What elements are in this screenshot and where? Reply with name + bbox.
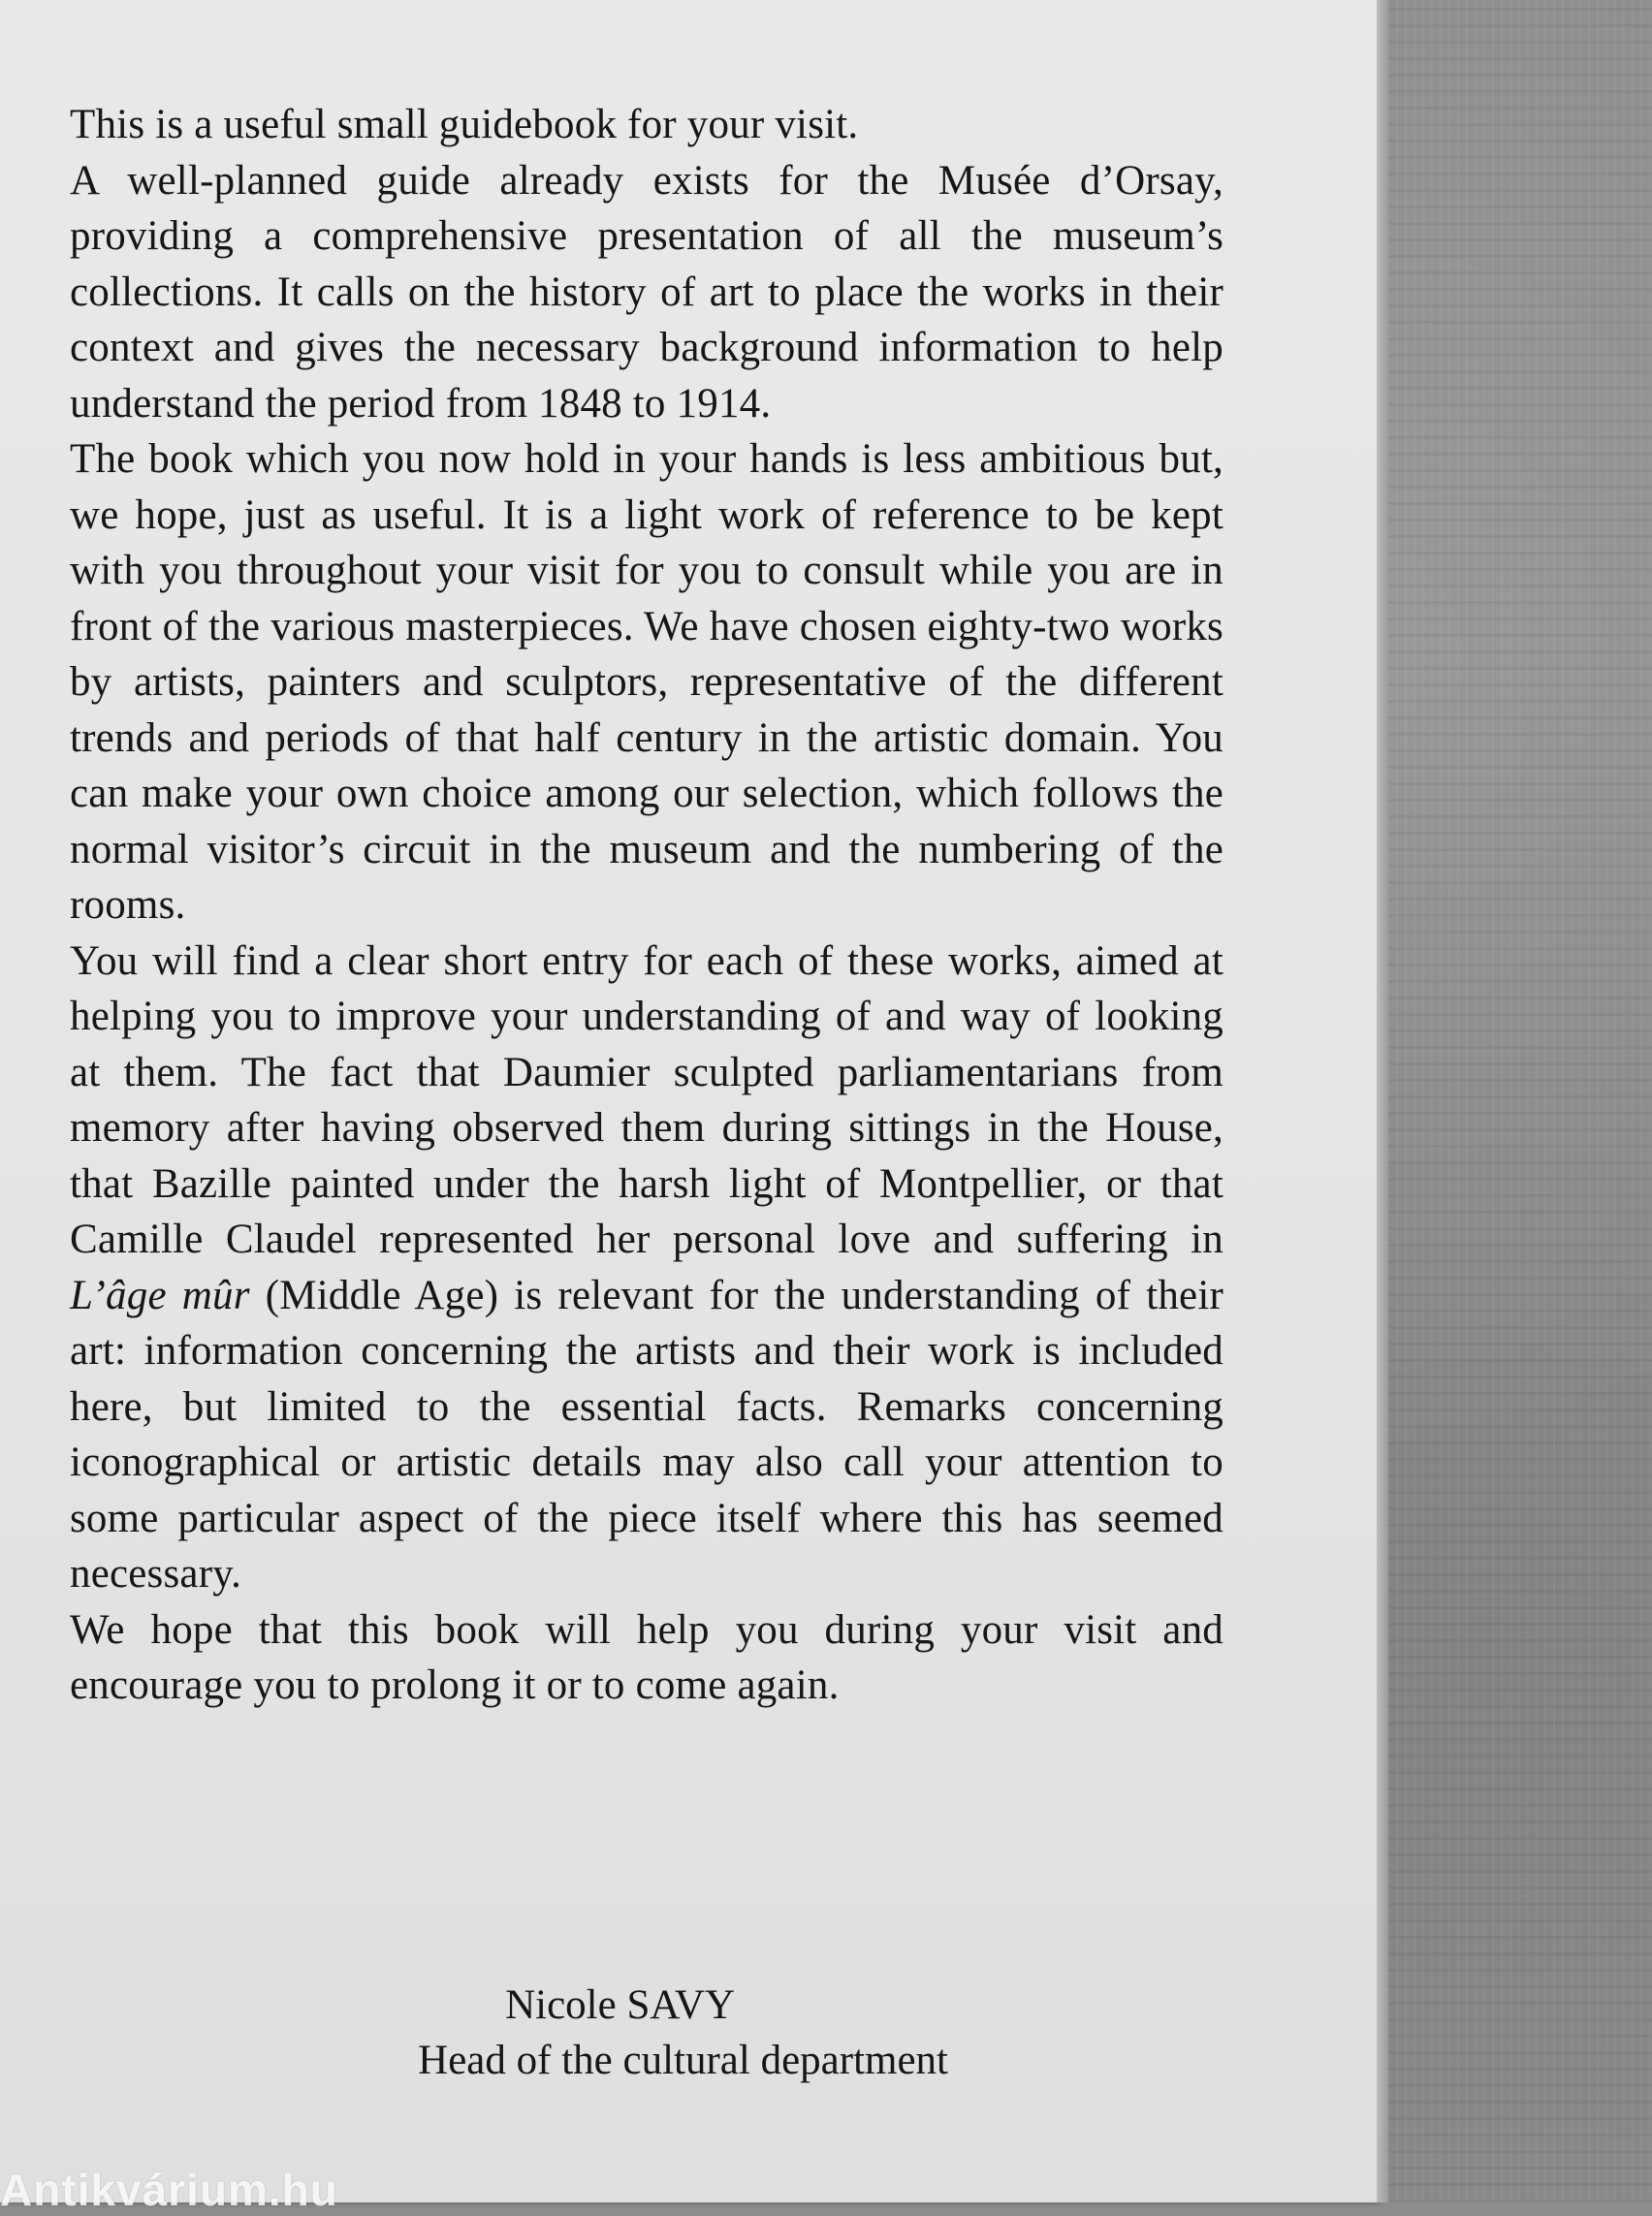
signature-block [418,1978,948,2088]
paragraph-4-after: (Middle Age) is relevant for the understanding of their art: information concerning the artists and their work is included here, but limited to the essential facts. Remarks concerning iconographical or artistic details may also call your attention to some particular aspect of the piece itself where this has seemed necessary. [70,1272,1224,1597]
signature-name: Nicole SAVY [505,1982,735,2028]
paragraph-5: We hope that this book will help you during your visit and encourage you to prolong it or to come again. [70,1606,1223,1708]
paragraph-1: This is a useful small guidebook for your visit. [70,102,859,147]
page-edge [1377,0,1388,2202]
watermark: Antikvárium.hu [0,2165,338,2215]
paragraph-4 [70,934,1223,1602]
foreword-text [70,97,1223,1714]
artwork-title-italic: L’âge mûr [70,1272,250,1318]
signature-title: Head of the cultural department [418,2038,948,2083]
paragraph-3: The book which you now hold in your hands is less ambitious but, we hope, just as useful. It is a light work of reference to be kept with you throughout your visit for you to consult while you are in front of the various masterpieces. We have chosen eighty-two works by artists, painters and sculptors, representative of the different trends and periods of that half century in the artistic domain. You can make your own choice among our selection, which follows the normal visitor’s circuit in the museum and the numbering of the rooms. [70,436,1223,928]
paragraph-4-before: You will find a clear short entry for each of these works, aimed at helping you to improve your understanding of and way of looking at them. The fact that Daumier sculpted parliamentarians from memory after having observed them during sittings in the House, that Bazille painted under the harsh light of Montpellier, or that Camille Claudel represented her personal love and suffering in [70,937,1223,1262]
paragraph-2: A well-planned guide already exists for the Musée d’Orsay, providing a comprehensive presentation of all the museum’s collections. It calls on the history of art to place the works in their context and gives the necessary background information to help understand the period from 1848 to 1914. [70,157,1223,427]
